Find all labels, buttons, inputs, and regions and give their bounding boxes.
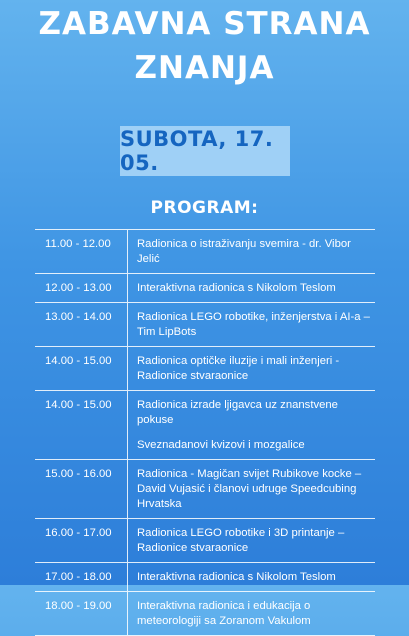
schedule-activity: Radionica LEGO robotike, inženjerstva i AI-a – Tim LipBots [137,311,370,338]
schedule-activity: Radionica o istraživanju svemira - dr. Vibor Jelić [137,238,351,265]
schedule-description [128,274,375,302]
schedule-table [35,229,375,636]
schedule-time: 11.00 - 12.00 [35,230,128,273]
schedule-row [35,460,375,519]
schedule-description [128,592,375,635]
schedule-time: 14.00 - 15.00 [35,347,128,390]
program-heading: PROGRAM: [150,198,259,218]
date-badge: SUBOTA, 17. 05. [120,126,290,176]
schedule-time: 18.00 - 19.00 [35,592,128,635]
title-line-2: ZNANJA [134,50,275,86]
schedule-row [35,391,375,460]
schedule-description [128,563,375,591]
schedule-description [128,460,375,518]
schedule-time: 16.00 - 17.00 [35,519,128,562]
schedule-time: 13.00 - 14.00 [35,303,128,346]
schedule-activity: Radionica LEGO robotike i 3D printanje – Radionice stvaraonice [137,527,345,554]
title-line-1: ZABAVNA STRANA [38,6,371,42]
schedule-activity: Interaktivna radionica i edukacija o meteorologiji sa Zoranom Vakulom [137,600,311,627]
schedule-description [128,391,375,459]
schedule-activity: Radionica izrade ljigavca uz znanstvene pokuse [137,399,338,426]
schedule-description [128,230,375,273]
schedule-time: 12.00 - 13.00 [35,274,128,302]
schedule-row [35,347,375,391]
schedule-row [35,303,375,347]
schedule-activity: Interaktivna radionica s Nikolom Teslom [137,571,336,583]
schedule-row [35,519,375,563]
schedule-description [128,519,375,562]
schedule-activity: Radionica - Magičan svijet Rubikove kocke – David Vujasić i članovi udruge Speedcubing Hrvatska [137,468,362,510]
schedule-activity: Sveznadanovi kvizovi i mozgalice [137,439,305,451]
schedule-description [128,347,375,390]
schedule-row [35,274,375,303]
schedule-row [35,563,375,592]
schedule-activity: Interaktivna radionica s Nikolom Teslom [137,282,336,294]
schedule-time: 14.00 - 15.00 [35,391,128,459]
schedule-time: 17.00 - 18.00 [35,563,128,591]
schedule-row [35,230,375,274]
schedule-row [35,592,375,636]
schedule-description [128,303,375,346]
page-title [0,2,409,90]
schedule-activity: Radionica optičke iluzije i mali inženjeri - Radionice stvaraonice [137,355,340,382]
schedule-time: 15.00 - 16.00 [35,460,128,518]
